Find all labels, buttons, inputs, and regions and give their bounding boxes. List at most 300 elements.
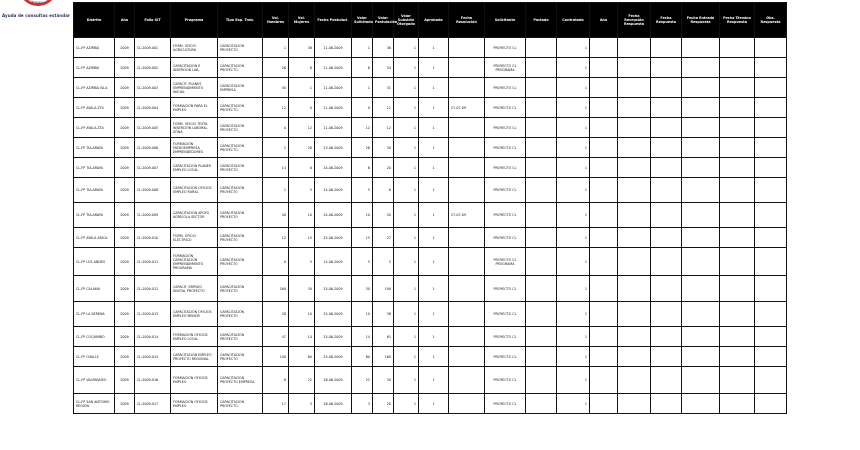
table-cell: 12 (373, 118, 394, 138)
table-cell: PROYECTO CL (485, 158, 526, 178)
table-row (74, 58, 787, 78)
table-cell (682, 367, 720, 394)
table-cell: 2009 (115, 228, 135, 248)
table-cell: CAPACITACIÓN OFICIOS EMPLEO MENOR (171, 302, 218, 327)
table-cell: 1 (419, 78, 449, 98)
table-cell: 27 (373, 228, 394, 248)
table-cell: PROYECTO CL (485, 138, 526, 158)
header-row (74, 3, 787, 38)
column-header: Programa (171, 3, 218, 38)
table-cell: 160 (263, 276, 289, 302)
table-cell (755, 347, 787, 367)
table-cell: 2009 (115, 203, 135, 228)
table-cell: 21-06-2009 (315, 58, 352, 78)
table-cell: 30 (352, 276, 373, 302)
table-cell: 2009 (115, 367, 135, 394)
table-cell (526, 327, 557, 347)
table-cell: 1 (394, 367, 419, 394)
table-cell: 60 (352, 347, 373, 367)
table-cell (651, 367, 682, 394)
table-cell: 50 (373, 203, 394, 228)
table-cell: 36 (373, 38, 394, 58)
table-cell (682, 327, 720, 347)
table-cell (449, 158, 485, 178)
table-cell: 61 (373, 327, 394, 347)
table-cell: 60 (289, 347, 315, 367)
table-cell: 30 (263, 78, 289, 98)
table-cell (682, 394, 720, 414)
table-cell: FORM. OFICIO ELÉCTRICO (171, 228, 218, 248)
data-table (73, 2, 787, 414)
column-header: Tipo Esp. Trab. (218, 3, 263, 38)
table-cell (682, 118, 720, 138)
table-cell: CAPACITACIÓN PROYECTO (218, 302, 263, 327)
table-cell (755, 327, 787, 347)
table-cell: 27-07-09 (449, 203, 485, 228)
column-header: Valor Solicitado (352, 3, 373, 38)
table-cell (651, 178, 682, 203)
table-cell (526, 38, 557, 58)
column-header: Fecha Recepción Respuesta (618, 3, 651, 38)
table-cell (526, 347, 557, 367)
table-row (74, 78, 787, 98)
table-cell: CAPACITACIÓN PROYECTO (218, 347, 263, 367)
table-cell: CAPACITACIÓN EMPLEO PROYECTO REGIONAL (171, 347, 218, 367)
table-cell: CL-FP AYALA ARICA (74, 228, 115, 248)
table-cell (618, 158, 651, 178)
table-cell (526, 248, 557, 276)
table-cell (590, 248, 618, 276)
table-cell: 31 (373, 78, 394, 98)
table-cell: 2009 (115, 58, 135, 78)
table-cell: 6 (373, 178, 394, 203)
table-cell (755, 248, 787, 276)
table-cell (651, 138, 682, 158)
table-cell (618, 178, 651, 203)
table-cell: PROYECTO CL (485, 302, 526, 327)
table-cell (590, 367, 618, 394)
table-cell: 1 (419, 138, 449, 158)
table-cell: CAPACITACIÓN PROYECTO (218, 228, 263, 248)
table-cell: CAPACITACIÓN PROYECTO (218, 327, 263, 347)
table-cell: CAPACITACIÓN PROYECTO (218, 248, 263, 276)
table-cell: 21-06-2009 (315, 38, 352, 58)
table-cell (651, 248, 682, 276)
table-cell (651, 118, 682, 138)
table-cell: 0 (352, 98, 373, 118)
table-cell: CL-FP TIA-ARAYA (74, 158, 115, 178)
table-cell: CAPACITACIÓN EMPRESA (218, 78, 263, 98)
table-cell: 14 (289, 327, 315, 347)
table-cell (618, 302, 651, 327)
table-cell: CAPACITACIÓN PROYECTO (218, 98, 263, 118)
table-cell (618, 78, 651, 98)
table-cell: 1 (557, 158, 590, 178)
table-cell (590, 327, 618, 347)
table-cell: CL-2009-005 (135, 118, 171, 138)
table-cell: CL-2009-001 (135, 38, 171, 58)
table-cell: 12 (263, 228, 289, 248)
table-cell (720, 78, 755, 98)
column-header: Valor Postulación (373, 3, 394, 38)
table-row (74, 327, 787, 347)
table-cell: 2009 (115, 347, 135, 367)
table-cell: 5 (352, 178, 373, 203)
table-cell: CL-FP CALAMA (74, 276, 115, 302)
table-cell: 2009 (115, 38, 135, 58)
table-cell: 5 (289, 178, 315, 203)
table-cell: 5 (289, 248, 315, 276)
table-cell: FORM. OFICIO AGRICULTURA (171, 38, 218, 58)
table-cell: 12 (289, 118, 315, 138)
table-cell: 8 (263, 367, 289, 394)
table-cell (720, 367, 755, 394)
table-cell: PROYECTO CL PROGRAMA (485, 248, 526, 276)
table-cell (618, 98, 651, 118)
table-cell: 3 (352, 394, 373, 414)
table-cell: CL-2009-002 (135, 58, 171, 78)
table-cell: CAPACITACIÓN PLANES EMPLEO LOCAL (171, 158, 218, 178)
table-cell (720, 203, 755, 228)
table-cell (682, 302, 720, 327)
table-cell: 1 (557, 228, 590, 248)
table-cell: 25-06-2009 (315, 302, 352, 327)
table-cell: 26-06-2009 (315, 367, 352, 394)
table-cell (682, 98, 720, 118)
table-cell: 25-06-2009 (315, 228, 352, 248)
table-cell: 1 (557, 58, 590, 78)
table-cell: 1 (394, 276, 419, 302)
table-cell (590, 203, 618, 228)
table-cell: 1 (394, 327, 419, 347)
table-cell (449, 78, 485, 98)
table-cell: 2009 (115, 78, 135, 98)
table-cell (526, 367, 557, 394)
table-cell: CAPACITACIÓN PROYECTO EMPRESA (218, 367, 263, 394)
table-cell: 1 (394, 203, 419, 228)
table-cell: 1 (394, 158, 419, 178)
column-header: Valor Subsidio Otorgado (394, 3, 419, 38)
table-cell (590, 347, 618, 367)
table-cell: 1 (557, 347, 590, 367)
table-row (74, 178, 787, 203)
column-header: Fecha Resolución (449, 3, 485, 38)
table-cell: CAPACITACIÓN PROYECTO (218, 203, 263, 228)
table-cell: 22 (289, 367, 315, 394)
table-cell: 2009 (115, 178, 135, 203)
table-cell: CAPACITACIÓN PROYECTO (218, 178, 263, 203)
table-cell: CL-2009-009 (135, 203, 171, 228)
column-header: Vol. Hombres (263, 3, 289, 38)
table-cell (618, 367, 651, 394)
table-cell (651, 203, 682, 228)
table-cell (682, 138, 720, 158)
table-row (74, 203, 787, 228)
table-cell: CL-2009-017 (135, 394, 171, 414)
table-cell (720, 138, 755, 158)
table-cell (755, 78, 787, 98)
table-cell: PROYECTO CL (485, 276, 526, 302)
column-header: Obs. Respuesta (755, 3, 787, 38)
table-cell: 1 (557, 98, 590, 118)
table-row (74, 367, 787, 394)
column-header: Distrito (74, 3, 115, 38)
column-header: Fecha Término Respuesta (720, 3, 755, 38)
table-cell: 1 (557, 248, 590, 276)
table-cell: FORMACIÓN MICROEMPRESA EMPRENDEDORES (171, 138, 218, 158)
table-cell: 1 (419, 58, 449, 78)
table-cell (682, 58, 720, 78)
table-cell (651, 347, 682, 367)
table-cell: 190 (373, 276, 394, 302)
table-cell: FORMACIÓN OFICIOS EMPLEO (171, 394, 218, 414)
table-cell: 30 (373, 138, 394, 158)
table-cell: PROYECTO CL (485, 98, 526, 118)
table-cell: 1 (557, 138, 590, 158)
table-cell (526, 178, 557, 203)
table-cell: 28 (352, 138, 373, 158)
table-cell (651, 276, 682, 302)
table-cell: CL-2009-013 (135, 302, 171, 327)
table-cell: PROYECTO CL (485, 347, 526, 367)
table-cell: 24-06-2009 (315, 158, 352, 178)
table-cell: 0 (289, 98, 315, 118)
table-cell: 1 (394, 228, 419, 248)
table-cell: CL-2009-016 (135, 367, 171, 394)
table-cell: 1 (352, 78, 373, 98)
column-header: Fecha Respuesta (651, 3, 682, 38)
report-caption: Ayuda de consultas estándar (2, 13, 71, 18)
table-cell (755, 367, 787, 394)
table-cell (755, 118, 787, 138)
table-cell (720, 327, 755, 347)
table-cell: CL-FP VALPARAÍSO (74, 367, 115, 394)
table-row (74, 38, 787, 58)
table-cell: 28 (289, 138, 315, 158)
table-cell: CL-FP SAN ANTONIO REGIÓN (74, 394, 115, 414)
table-cell (618, 347, 651, 367)
table-cell (720, 228, 755, 248)
table-cell (526, 78, 557, 98)
table-cell: 12 (352, 118, 373, 138)
table-cell: 15 (352, 228, 373, 248)
table-cell: 8 (289, 58, 315, 78)
table-cell: CAPACITACIÓN APOYO AGRÍCOLA SECTOR (171, 203, 218, 228)
table-cell: 2009 (115, 394, 135, 414)
table-cell: CL-2009-011 (135, 248, 171, 276)
table-cell: 1 (394, 394, 419, 414)
column-header: Folio SIT (135, 3, 171, 38)
table-cell (526, 394, 557, 414)
table-cell (682, 203, 720, 228)
table-cell: 15 (289, 228, 315, 248)
table-cell: 10 (289, 203, 315, 228)
table-cell: CL-FP TIA-ARAYA (74, 203, 115, 228)
table-cell (590, 302, 618, 327)
table-cell (720, 394, 755, 414)
table-cell: 2009 (115, 248, 135, 276)
table-cell (526, 203, 557, 228)
table-cell (720, 178, 755, 203)
table-cell: 1 (394, 98, 419, 118)
table-cell: PROYECTO CL (485, 228, 526, 248)
logo (14, 0, 62, 10)
table-cell: 22 (352, 367, 373, 394)
table-cell: CL-2009-010 (135, 228, 171, 248)
table-cell: 40 (263, 203, 289, 228)
table-cell: CL-FP TIA-ARAYA (74, 138, 115, 158)
table-cell (720, 38, 755, 58)
table-cell: 27-07-09 (449, 98, 485, 118)
table-cell (720, 302, 755, 327)
table-cell: PROYECTO CL (485, 327, 526, 347)
table-cell: 0 (263, 248, 289, 276)
table-cell (755, 276, 787, 302)
table-cell: 10 (289, 302, 315, 327)
table-cell: 34 (373, 58, 394, 78)
table-cell: 38 (373, 302, 394, 327)
table-cell (449, 394, 485, 414)
table-cell: 1 (557, 78, 590, 98)
table-cell: 1 (394, 248, 419, 276)
table-cell: 2009 (115, 158, 135, 178)
table-cell: 1 (394, 302, 419, 327)
table-cell: CL-FP LA SERENA (74, 302, 115, 327)
table-cell (449, 228, 485, 248)
table-cell: 1 (263, 178, 289, 203)
table-cell: 1 (419, 178, 449, 203)
table-cell (590, 158, 618, 178)
table-cell: 1 (419, 158, 449, 178)
table-cell: 24-06-2009 (315, 203, 352, 228)
table-cell: CAPACITACIÓN PROYECTO (218, 138, 263, 158)
table-cell: CAPACIT. EMPLEO DIGITAL PROYECTO (171, 276, 218, 302)
table-cell: PROYECTO CL (485, 203, 526, 228)
table-cell (720, 158, 755, 178)
table-cell: CL-2009-007 (135, 158, 171, 178)
table-cell: PROYECTO CL (485, 78, 526, 98)
table-cell: 1 (394, 38, 419, 58)
table-cell: CAPACITACIÓN PROYECTO (218, 58, 263, 78)
table-cell: 47 (263, 327, 289, 347)
table-cell: 1 (394, 178, 419, 203)
table-cell: PROYECTO CL (485, 38, 526, 58)
table-cell (590, 58, 618, 78)
table-cell (682, 178, 720, 203)
table-cell: 3 (289, 394, 315, 414)
table-cell (618, 138, 651, 158)
table-cell: CAPACIT. PLANES EMPRENDIMIENTO INICIAL (171, 78, 218, 98)
logo-text: Trabajo (32, 0, 43, 4)
column-header: Vol. Mujeres (289, 3, 315, 38)
table-cell (682, 78, 720, 98)
table-cell (449, 58, 485, 78)
table-cell (682, 347, 720, 367)
table-row (74, 394, 787, 414)
table-cell: CAPACITACIÓN OFICIOS EMPLEO RURAL (171, 178, 218, 203)
table-cell: CAPACITACIÓN PROYECTO (218, 276, 263, 302)
table-cell: 1 (419, 367, 449, 394)
table-cell: 1 (557, 203, 590, 228)
table-row (74, 302, 787, 327)
table-cell: FORMACIÓN OFICIOS EMPLEO LOCAL (171, 327, 218, 347)
table-cell: 2009 (115, 276, 135, 302)
table-cell (720, 58, 755, 78)
table-cell: CL-2009-003 (135, 78, 171, 98)
table-cell: CAPACITACIÓN PROYECTO (218, 38, 263, 58)
table-cell (526, 138, 557, 158)
table-cell: 25-06-2009 (315, 347, 352, 367)
table-cell (618, 248, 651, 276)
table-cell: 1 (557, 394, 590, 414)
table-cell: 5 (373, 248, 394, 276)
table-cell: 1 (557, 276, 590, 302)
table-cell: 1 (394, 78, 419, 98)
table-cell: 1 (557, 38, 590, 58)
table-cell: CAPACITACIÓN E INSERCIÓN LAB. (171, 58, 218, 78)
table-cell: CL-2009-004 (135, 98, 171, 118)
table-cell: 160 (373, 347, 394, 367)
table-cell: FORMACIÓN CAPACITACIÓN EMPRENDIMIENTO PROGRAMA (171, 248, 218, 276)
table-cell: 1 (394, 118, 419, 138)
table-cell: 1 (394, 58, 419, 78)
table-cell: 1 (419, 203, 449, 228)
table-cell: 1 (289, 78, 315, 98)
table-cell (755, 58, 787, 78)
table-cell (755, 138, 787, 158)
table-cell: 14 (352, 327, 373, 347)
column-header: Año (590, 3, 618, 38)
table-cell: FORMACIÓN PARA EL EMPLEO (171, 98, 218, 118)
table-cell (590, 38, 618, 58)
table-cell (449, 367, 485, 394)
table-cell: CL-FP AYALA-ZTA (74, 118, 115, 138)
table-cell: CL-FP COQUIMBO (74, 327, 115, 347)
table-cell: 6 (289, 158, 315, 178)
table-cell: 12 (373, 98, 394, 118)
table-cell: CL-FP OVALLE (74, 347, 115, 367)
table-cell (755, 228, 787, 248)
table-cell: 14 (263, 158, 289, 178)
table-cell (449, 178, 485, 203)
table-cell (682, 276, 720, 302)
table-cell: CL-FP TIA-ARAYA (74, 178, 115, 203)
table-cell: CAPACITACIÓN PROYECTO (218, 394, 263, 414)
table-cell (651, 98, 682, 118)
table-cell: PROYECTO CL (485, 118, 526, 138)
table-cell: 20 (373, 158, 394, 178)
table-cell: 28 (263, 302, 289, 327)
table-cell: 1 (419, 302, 449, 327)
table-cell: 26 (263, 58, 289, 78)
table-cell: CL-FP AYALA-ZTA (74, 98, 115, 118)
table-cell: 10 (352, 203, 373, 228)
table-cell: 1 (419, 118, 449, 138)
table-cell (682, 248, 720, 276)
table-cell: 21-06-2009 (315, 78, 352, 98)
table-row (74, 248, 787, 276)
table-cell: 6 (352, 158, 373, 178)
table-cell: 1 (419, 248, 449, 276)
table-cell (720, 118, 755, 138)
table-row (74, 118, 787, 138)
table-cell: PROYECTO CL PROGRAMA (485, 58, 526, 78)
table-cell: CL-2009-012 (135, 276, 171, 302)
table-cell: 36 (289, 38, 315, 58)
table-cell: 2009 (115, 327, 135, 347)
column-header: Año (115, 3, 135, 38)
table-cell (526, 228, 557, 248)
